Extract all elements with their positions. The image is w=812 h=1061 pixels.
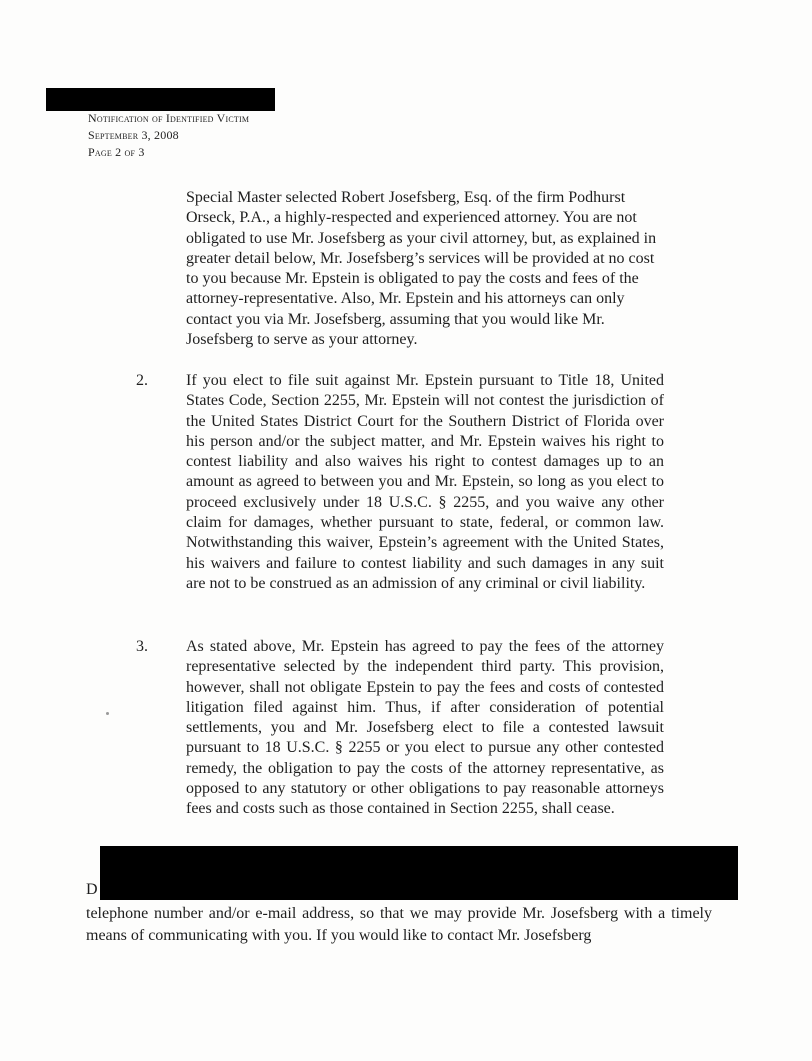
header-title: Notification of Identified Victim <box>88 111 250 125</box>
item-2-number: 2. <box>136 372 148 389</box>
header-date: September 3, 2008 <box>88 128 179 142</box>
scan-speck <box>106 712 109 715</box>
item-3-text: As stated above, Mr. Epstein has agreed to pay the fees of the attorney representative selected by the independent third party. This provision, however, shall not obligate Epstein to pay the fees and costs of contested litigation filed against him. Thus, if after consideration of potential settlements, you and Mr. Josefsberg elect to file a contested lawsuit pursuant to 18 U.S.C. § 2255 or you elect to pursue any other contested remedy, the obligation to pay the costs of the attorney representative, as opposed to any statutory or other obligations to pay reasonable attorneys fees and costs such as those contained in Section 2255, shall cease. <box>186 638 664 818</box>
item-3-number: 3. <box>136 638 148 655</box>
header-redaction-bar <box>46 88 275 111</box>
body-redaction-bar <box>100 846 738 900</box>
intro-paragraph: Special Master selected Robert Josefsberg, Esq. of the firm Podhurst Orseck, P.A., a highly-respected and experienced attorney. You are not obligated to use Mr. Josefsberg as your civil attorney, but, as explained in greater detail below, Mr. Josefsberg’s services will be provided at no cost to you because Mr. Epstein is obligated to pay the costs and fees of the attorney-representative. Also, Mr. Epstein and his attorneys can only contact you via Mr. Josefsberg, assuming that you would like Mr. Josefsberg to serve as your attorney. <box>186 189 657 349</box>
redacted-lead-char: D <box>86 881 98 898</box>
header-page-number: Page 2 of 3 <box>88 145 145 159</box>
closing-paragraph: telephone number and/or e-mail address, so that we may provide Mr. Josefsberg with a timely means of communicating with you. If you would like to contact Mr. Josefsberg <box>86 905 712 944</box>
item-2-text: If you elect to file suit against Mr. Epstein pursuant to Title 18, United States Code, Section 2255, Mr. Epstein will not contest the jurisdiction of the United States District Court for the Southern District of Florida over his person and/or the subject matter, and Mr. Epstein waives his right to contest liability and also waives his right to contest damages up to an amount as agreed to between you and Mr. Epstein, so long as you elect to proceed exclusively under 18 U.S.C. § 2255, and you waive any other claim for damages, whether pursuant to state, federal, or common law. Notwithstanding this waiver, Epstein’s agreement with the United States, his waivers and failure to contest liability and such damages in any suit are not to be construed as an admission of any criminal or civil liability. <box>186 372 664 592</box>
